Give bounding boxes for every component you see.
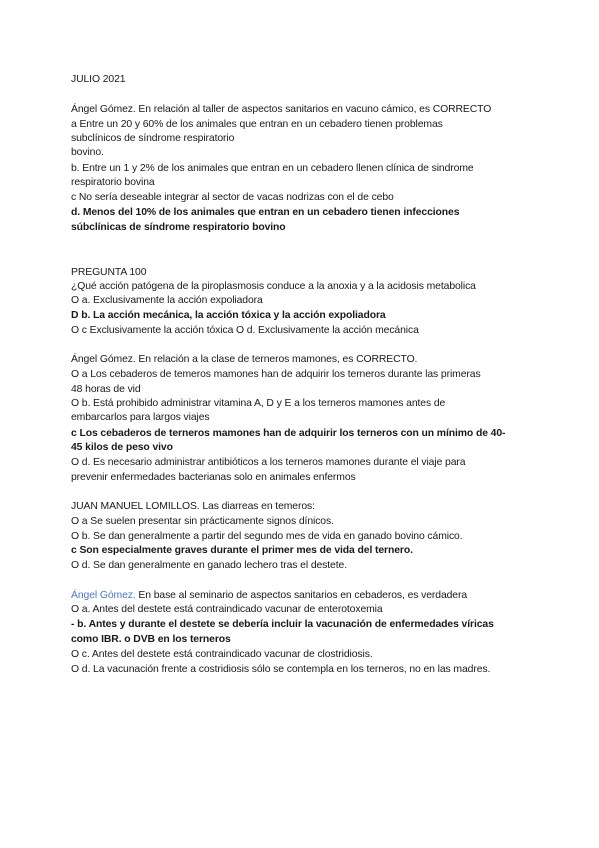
q5-question-line [71,589,467,603]
q2-title: PREGUNTA 100 [71,267,147,278]
q5-option-a: O a. Antes del destete está contraindicado vacunar de enterotoxemia [71,604,383,615]
q5-author: Ángel Gómez. [71,590,136,601]
q3-option-d-line2: prevenir enfermedades bacterianas solo en animales enfermos [71,472,356,483]
document-date: JULIO 2021 [71,74,126,85]
q1-option-b-line1: b. Entre un 1 y 2% de los animales que entran en un cebadero llenen clínica de sindrome [71,163,474,174]
q1-option-a-line1: a Entre un 20 y 60% de los animales que entran en un cebadero tienen problemas [71,119,443,130]
q3-author: Ángel Gómez. [71,354,136,365]
q3-option-d-line1: O d. Es necesario administrar antibióticos a los terneros mamones durante el viaje para [71,457,466,468]
q3-option-a-line2: 48 horas de vid [71,384,141,395]
q1-option-a-line3: bovino. [71,147,104,158]
q1-question-line [71,103,491,117]
q1-option-c: c No sería deseable integrar al sector de vacas nodrizas con el de cebo [71,192,394,203]
q1-option-b-line2: respiratorio bovina [71,177,155,188]
q5-option-c: O c. Antes del destete está contraindicado vacunar de clostridiosis. [71,649,373,660]
q1-option-a-line2: subclínicos de síndrome respiratorio [71,133,235,144]
q1-option-d-line2: súbclínicas de síndrome respiratorio bovino [71,222,286,233]
q4-option-b: O b. Se dan generalmente a partir del segundo mes de vida en ganado bovino cámico. [71,531,463,542]
q3-question-line [71,353,417,367]
q3-option-b-line1: O b. Está prohibido administrar vitamina A, D y E a los terneros mamones antes de [71,398,446,409]
q5-question: En base al seminario de aspectos sanitarios en cebaderos, es verdadera [135,590,468,601]
q1-question: En relación al taller de aspectos sanitarios en vacuno cámico, es CORRECTO [135,104,492,115]
q3-option-c-line1: c Los cebaderos de terneros mamones han de adquirir los terneros con un mínimo de 40- [71,428,506,439]
q2-option-b: D b. La acción mecánica, la acción tóxica y la acción expoliadora [71,310,386,321]
q4-question: Las diarreas en temeros: [199,501,315,512]
q3-option-c-line2: 45 kilos de peso vivo [71,442,173,453]
q5-option-d: O d. La vacunación frente a costridiosis sólo se contempla en los terneros, no en las madres. [71,664,491,675]
q5-option-b-line1: - b. Antes y durante el destete se debería incluir la vacunación de enfermedades víricas [71,619,494,630]
q1-option-d-line1: d. Menos del 10% de los animales que entran en un cebadero tienen infecciones [71,207,460,218]
q4-option-d: O d. Se dan generalmente en ganado lechero tras el destete. [71,560,347,571]
q4-option-a: O a Se suelen presentar sin prácticamente signos dínicos. [71,516,334,527]
q3-option-b-line2: embarcarlos para largos viajes [71,412,210,423]
q4-option-c: c Son especialmente graves durante el primer mes de vida del ternero. [71,545,413,556]
q4-question-line [71,500,315,514]
q5-option-b-line2: como IBR. o DVB en los terneros [71,634,231,645]
q3-question: En relación a la clase de terneros mamones, es CORRECTO. [135,354,418,365]
q2-question: ¿Qué acción patógena de la piroplasmosis conduce a la anoxia y a la acidosis metabolica [71,281,476,292]
q2-option-cd: O c Exclusivamente la acción tóxica O d. Exclusivamente la acción mecánica [71,325,419,336]
q2-option-a: O a. Exclusivamente la acción expoliadora [71,295,263,306]
q3-option-a-line1: O a Los cebaderos de temeros mamones han de adquirir los terneros durante las primeras [71,369,481,380]
q4-author: JUAN MANUEL LOMILLOS. [71,501,200,512]
q1-author: Ángel Gómez. [71,104,136,115]
